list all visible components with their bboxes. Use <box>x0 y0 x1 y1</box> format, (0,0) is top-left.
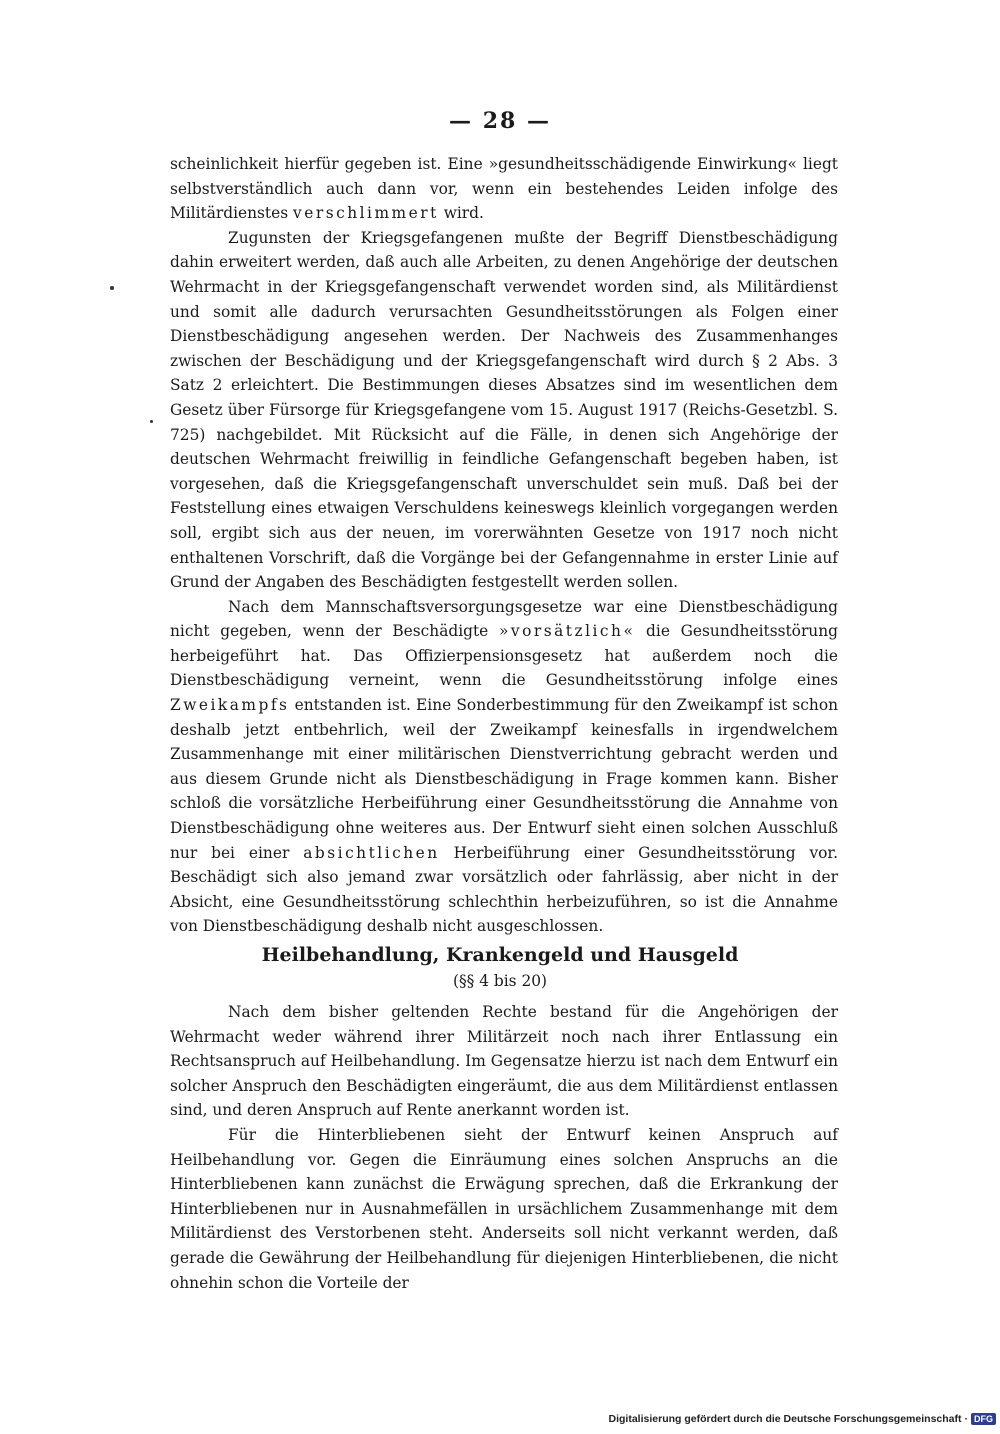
section-subheading: (§§ 4 bis 20) <box>452 972 548 990</box>
footer-text: Digitalisierung gefördert durch die Deutsche Forschungsgemeinschaft <box>608 1413 962 1425</box>
page-number: — 28 — <box>449 108 551 134</box>
margin-mark <box>110 286 114 290</box>
text-run: entstanden ist. Eine Sonderbestimmung für den Zweikampf ist schon deshalb jetzt entbehrlich, weil der Zweikampf keinesfalls in irgendwelchem Zusammenhange mit einer militärischen Dienstverrichtung gebracht werden und aus diesem Grunde nicht als Dienstbeschädigung in Frage kommen kann. Bisher schloß die vorsätzliche Herbeiführung einer Gesundheitsstörung die Annahme von Dienstbeschädigung ohne weiteres aus. Der Entwurf sieht einen solchen Ausschluß nur bei einer <box>170 696 838 862</box>
footer-separator: · <box>964 1413 968 1425</box>
emphasized-word: absichtlichen <box>303 843 440 862</box>
emphasized-word: Zweikampfs <box>170 696 290 715</box>
emphasized-word: verschlimmert <box>293 204 439 223</box>
paragraph <box>170 595 838 939</box>
paragraph: Nach dem bisher geltenden Rechte bestand für die Angehörigen der Wehrmacht weder während ihrer Militärzeit noch nach ihrer Entlassung ein Rechtsanspruch auf Heilbehandlung. Im Gegensatze hierzu ist nach dem Entwurf ein solcher Anspruch den Beschädigten eingeräumt, die aus dem Militärdienst entlassen sind, und deren Anspruch auf Rente anerkannt worden ist. <box>170 1003 838 1120</box>
emphasized-word: »vorsätzlich« <box>498 622 636 641</box>
body-text-block <box>170 1000 838 1295</box>
margin-mark <box>150 420 153 423</box>
footer-credit <box>608 1409 1000 1429</box>
paragraph: Für die Hinterbliebenen sieht der Entwurf keinen Anspruch auf Heilbehandlung vor. Gegen die Einräumung eines solchen Anspruchs an die Hinterbliebenen kann zunächst die Erwägung sprechen, daß die Erkrankung der Hinterbliebenen nur in Ausnahmefällen in ursächlichem Zusammenhange mit dem Militärdienst des Verstorbenen steht. Anderseits soll nicht verkannt werden, daß gerade die Gewährung der Heilbehandlung für diejenigen Hinterbliebenen, die nicht ohnehin schon die Vorteile der <box>170 1125 838 1292</box>
paragraph: Zugunsten der Kriegsgefangenen mußte der Begriff Dienstbeschädigung dahin erweitert werden, daß auch alle Arbeiten, zu denen Angehörige der deutschen Wehrmacht in der Kriegsgefangenschaft verwendet worden sind, als Militärdienst und somit alle dadurch verursachten Gesundheitsstörungen als Folgen einer Dienstbeschädigung angesehen werden. Der Nachweis des Zusammenhanges zwischen der Beschädigung und der Kriegsgefangenschaft wird durch § 2 Abs. 3 Satz 2 erleichtert. Die Bestimmungen dieses Absatzes sind im wesentlichen dem Gesetz über Fürsorge für Kriegsgefangene vom 15. August 1917 (Reichs-Gesetzbl. S. 725) nachgebildet. Mit Rücksicht auf die Fälle, in denen sich Angehörige der deutschen Wehrmacht freiwillig in feindliche Gefangenschaft begeben haben, ist vorgesehen, daß die Kriegsgefangenschaft unverschuldet sein muß. Daß bei der Feststellung eines etwaigen Verschuldens keineswegs kleinlich vorgegangen werden soll, ergibt sich aus der neuen, im vorerwähnten Gesetze von 1917 noch nicht enthaltenen Vorschrift, daß die Vorgänge bei der Gefangennahme in erster Linie auf Grund der Angaben des Beschädigten festgestellt werden sollen. <box>170 228 838 592</box>
body-text-block <box>170 152 838 939</box>
text-run: wird. <box>438 204 484 223</box>
section-heading: Heilbehandlung, Krankengeld und Hausgeld <box>261 944 739 966</box>
paragraph <box>170 152 838 226</box>
dfg-logo: DFG <box>971 1413 996 1425</box>
text-run: die Gesundheitsstörung herbeigeführt hat. Das Offizierpensionsgesetz hat außerdem noch die Dienstbeschädigung verneint, wenn die Gesundheitsstörung infolge eines <box>170 622 838 690</box>
text-run: Nach dem Mannschaftsversorgungsgesetze war eine Dienstbeschädigung nicht gegeben, wenn der Beschädigte <box>170 597 838 641</box>
text-run: scheinlichkeit hierfür gegeben ist. Eine »gesundheitsschädigende Einwirkung« liegt selbstverständlich auch dann vor, wenn ein bestehendes Leiden infolge des Militärdienstes <box>170 155 838 223</box>
text-run: Herbeiführung einer Gesundheitsstörung vor. Beschädigt sich also jemand zwar vorsätzlich oder fahrlässig, aber nicht in der Absicht, eine Gesundheitsstörung schlechthin herbeizuführen, so ist die Annahme von Dienstbeschädigung deshalb nicht ausgeschlossen. <box>170 843 838 936</box>
